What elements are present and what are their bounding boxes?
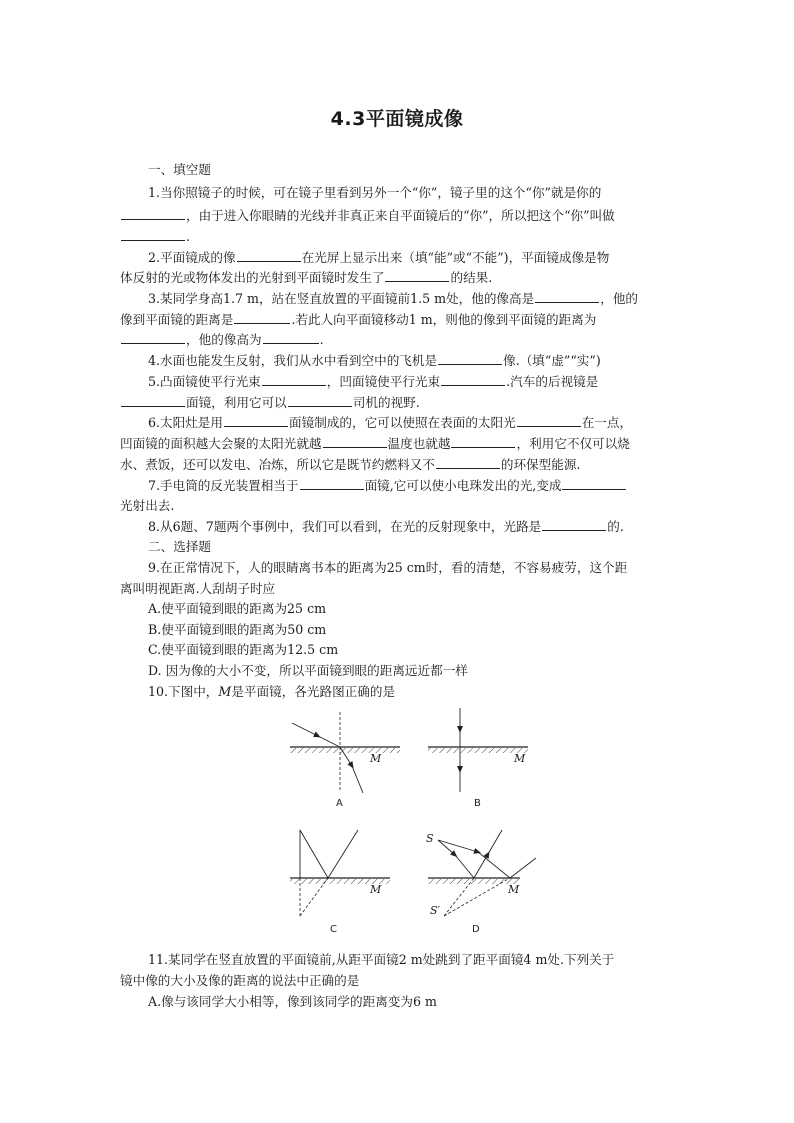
q3-line1: 3.某同学身高1.7 m，站在竖直放置的平面镜前1.5 m处，他的像高是 ，他的 bbox=[148, 291, 638, 306]
q2-line2: 体反射的光或物体发出的光射到平面镜时发生了 的结果. bbox=[120, 270, 493, 285]
q5-blank-2[interactable] bbox=[441, 374, 505, 386]
q3-line2: 像到平面镜的距离是 .若此人向平面镜移动1 m，则他的像到平面镜的距离为 bbox=[120, 312, 597, 327]
q6-line3: 水、煮饭，还可以发电、冶炼，所以它是既节约燃料又不 的环保型能源. bbox=[120, 457, 581, 472]
q3-blank-3[interactable] bbox=[121, 332, 185, 344]
section-choice-heading: 二、选择题 bbox=[148, 539, 211, 554]
diagram-b-label: B bbox=[474, 798, 481, 809]
diagram-a-label: A bbox=[336, 798, 343, 809]
q5-blank-1[interactable] bbox=[262, 374, 326, 386]
diagram-a[interactable] bbox=[290, 712, 400, 809]
q2-line1: 2.平面镜成的像 在光屏上显示出来（填“能”或“不能”)，平面镜成像是物 bbox=[148, 250, 610, 265]
q1-blank-1[interactable] bbox=[121, 208, 185, 220]
q6-blank-5[interactable] bbox=[436, 457, 500, 469]
diagram-d[interactable] bbox=[426, 830, 536, 935]
q7-line2: 光射出去. bbox=[120, 498, 175, 513]
q6-blank-1[interactable] bbox=[224, 415, 288, 427]
q9-option-d[interactable]: D. 因为像的大小不变，所以平面镜到眼的距离远近都一样 bbox=[148, 663, 468, 678]
diagram-d-image-label: S′ bbox=[430, 904, 441, 917]
diagram-c-mirror-label: M bbox=[370, 883, 382, 896]
q5-line1: 5.凸面镜使平行光束 ，凹面镜使平行光束 .汽车的后视镜是 bbox=[148, 374, 599, 389]
diagram-c[interactable] bbox=[290, 830, 390, 935]
section-fill-heading: 一、填空题 bbox=[148, 162, 211, 177]
q2-blank-1[interactable] bbox=[237, 250, 301, 262]
q1-blank-2[interactable] bbox=[121, 229, 185, 241]
q5-line2: 面镜，利用它可以 司机的视野. bbox=[120, 395, 420, 411]
q3-line3: ，他的像高为 . bbox=[120, 332, 324, 348]
diagram-c-label: C bbox=[330, 924, 337, 935]
q8-blank-1[interactable] bbox=[542, 519, 606, 531]
q7-blank-2[interactable] bbox=[562, 478, 626, 490]
diagram-b[interactable] bbox=[428, 708, 528, 809]
q8-line1: 8.从6题、7题两个事例中，我们可以看到，在光的反射现象中，光路是 的. bbox=[148, 519, 624, 534]
q10-line1: 10.下图中，M是平面镜，各光路图正确的是 bbox=[148, 684, 396, 699]
q7-blank-1[interactable] bbox=[300, 478, 364, 490]
q6-blank-3[interactable] bbox=[323, 436, 387, 448]
q5-blank-4[interactable] bbox=[288, 395, 352, 407]
q11-option-a[interactable]: A.像与该同学大小相等，像到该同学的距离变为6 m bbox=[148, 994, 437, 1009]
q1-line3: . bbox=[120, 229, 190, 245]
q11-line1: 11.某同学在竖直放置的平面镜前,从距平面镜2 m处跳到了距平面镜4 m处.下列关于 bbox=[148, 952, 615, 967]
q6-blank-4[interactable] bbox=[451, 436, 515, 448]
q7-line1: 7.手电筒的反光装置相当于 面镜,它可以使小电珠发出的光,变成 bbox=[148, 478, 627, 494]
q9-option-b[interactable]: B.使平面镜到眼的距离为50 cm bbox=[148, 622, 327, 637]
q6-line2: 凹面镜的面积越大会聚的太阳光就越 温度也就越 ，利用它不仅可以烧 bbox=[120, 436, 630, 451]
q9-line2: 离叫明视距离.人刮胡子时应 bbox=[120, 581, 276, 596]
q6-blank-2[interactable] bbox=[517, 415, 581, 427]
q4-blank-1[interactable] bbox=[438, 353, 502, 365]
diagram-b-mirror-label: M bbox=[514, 752, 526, 765]
q3-blank-2[interactable] bbox=[234, 312, 290, 324]
diagram-d-source-label: S bbox=[426, 832, 434, 845]
q2-blank-2[interactable] bbox=[385, 270, 449, 282]
q3-blank-4[interactable] bbox=[263, 332, 319, 344]
diagram-d-mirror-label: M bbox=[508, 883, 520, 896]
q1-line1: 1.当你照镜子的时候，可在镜子里看到另外一个“你”，镜子里的这个“你”就是你的 bbox=[148, 185, 602, 200]
diagram-a-mirror-label: M bbox=[370, 752, 382, 765]
q3-blank-1[interactable] bbox=[535, 291, 599, 303]
q9-option-c[interactable]: C.使平面镜到眼的距离为12.5 cm bbox=[148, 642, 339, 657]
q6-line1: 6.太阳灶是用 面镜制成的，它可以使照在表面的太阳光 在一点， bbox=[148, 415, 633, 430]
page-title: 4.3平面镜成像 bbox=[330, 108, 464, 130]
optics-figure bbox=[280, 700, 550, 940]
q1-line2: ，由于进入你眼睛的光线并非真正来自平面镜后的“你”，所以把这个“你”叫做 bbox=[120, 208, 615, 224]
q9-line1: 9.在正常情况下，人的眼睛离书本的距离为25 cm时，看的清楚，不容易疲劳，这个距 bbox=[148, 560, 628, 575]
q5-blank-3[interactable] bbox=[121, 395, 185, 407]
q9-option-a[interactable]: A.使平面镜到眼的距离为25 cm bbox=[148, 601, 327, 616]
q4-line1: 4.水面也能发生反射，我们从水中看到空中的飞机是 像.（填“虚”“实”) bbox=[148, 353, 601, 368]
diagram-d-label: D bbox=[472, 924, 480, 935]
q11-line2: 镜中像的大小及像的距离的说法中正确的是 bbox=[120, 973, 360, 988]
